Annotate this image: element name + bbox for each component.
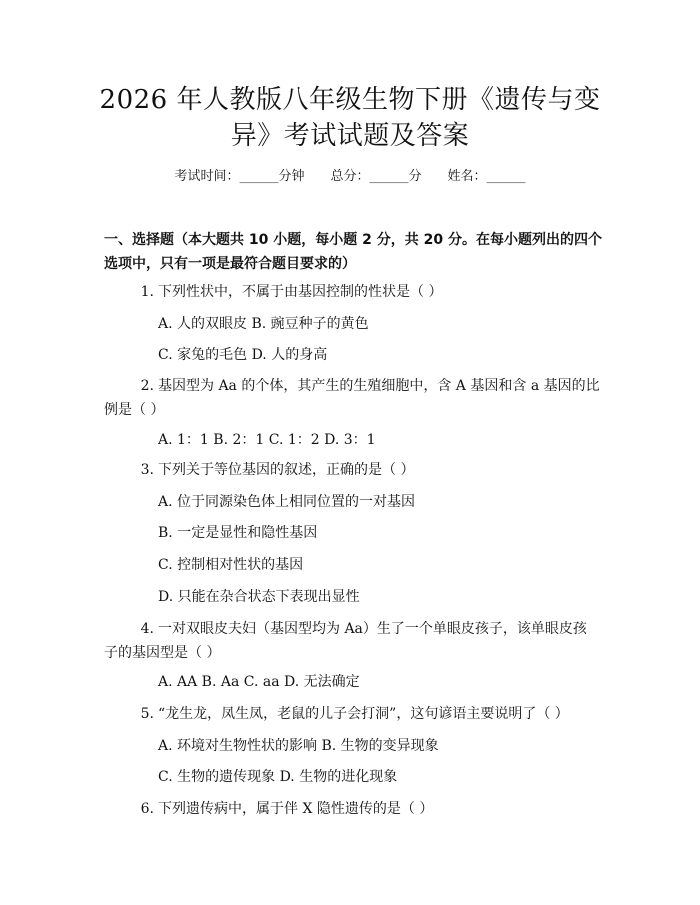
exam-title bbox=[80, 82, 620, 154]
question-options: A. 1：1 B. 2：1 C. 1：2 D. 3：1 bbox=[158, 432, 376, 448]
question bbox=[104, 374, 600, 422]
total-score-field: 总分：______分 bbox=[330, 169, 422, 184]
question bbox=[104, 458, 600, 482]
question-number: 1. bbox=[140, 284, 154, 300]
question bbox=[104, 280, 600, 304]
title-line-2: 异》考试试题及答案 bbox=[230, 121, 470, 151]
student-name-field: 姓名：______ bbox=[447, 169, 526, 184]
question-options: C. 控制相对性状的基因 bbox=[158, 557, 304, 573]
question-options: A. 人的双眼皮 B. 豌豆种子的黄色 bbox=[158, 316, 369, 332]
question-number: 4. bbox=[140, 621, 154, 637]
question-number: 2. bbox=[140, 378, 154, 394]
question-text: 下列性状中，不属于由基因控制的性状是（ ） bbox=[158, 284, 443, 300]
question-options: A. AA B. Aa C. aa D. 无法确定 bbox=[158, 674, 360, 690]
exam-meta bbox=[60, 167, 640, 187]
question-text: 下列遗传病中，属于伴 X 隐性遗传的是（ ） bbox=[158, 801, 434, 817]
question-number: 6. bbox=[140, 801, 154, 817]
question-options: B. 一定是显性和隐性基因 bbox=[158, 525, 318, 541]
question-number: 5. bbox=[140, 706, 154, 722]
question-options: A. 环境对生物性状的影响 B. 生物的变异现象 bbox=[158, 738, 439, 754]
question-options: C. 家兔的毛色 D. 人的身高 bbox=[158, 347, 328, 363]
question bbox=[104, 617, 600, 665]
question-options: C. 生物的遗传现象 D. 生物的进化现象 bbox=[158, 769, 398, 785]
section-heading: 一、选择题（本大题共 10 小题，每小题 2 分，共 20 分。在每小题列出的四个选项中，只有一项是最符合题目要求的） bbox=[104, 232, 602, 272]
exam-time-field: 考试时间：______分钟 bbox=[174, 169, 305, 184]
question-text: “龙生龙，凤生凤，老鼠的儿子会打洞”，这句谚语主要说明了（ ） bbox=[158, 706, 569, 722]
question bbox=[104, 797, 600, 821]
question-text: 下列关于等位基因的叙述，正确的是（ ） bbox=[158, 462, 415, 478]
question-number: 3. bbox=[140, 462, 154, 478]
question-text: 基因型为 Aa 的个体，其产生的生殖细胞中，含 A 基因和含 a 基因的比例是（ ） bbox=[104, 378, 600, 418]
question-options: A. 位于同源染色体上相同位置的一对基因 bbox=[158, 494, 416, 510]
title-line-1: 2026 年人教版八年级生物下册《遗传与变 bbox=[99, 85, 601, 115]
question bbox=[104, 702, 600, 726]
question-options: D. 只能在杂合状态下表现出显性 bbox=[158, 589, 360, 605]
question-text: 一对双眼皮夫妇（基因型均为 Aa）生了一个单眼皮孩子，该单眼皮孩子的基因型是（ ） bbox=[104, 621, 587, 661]
